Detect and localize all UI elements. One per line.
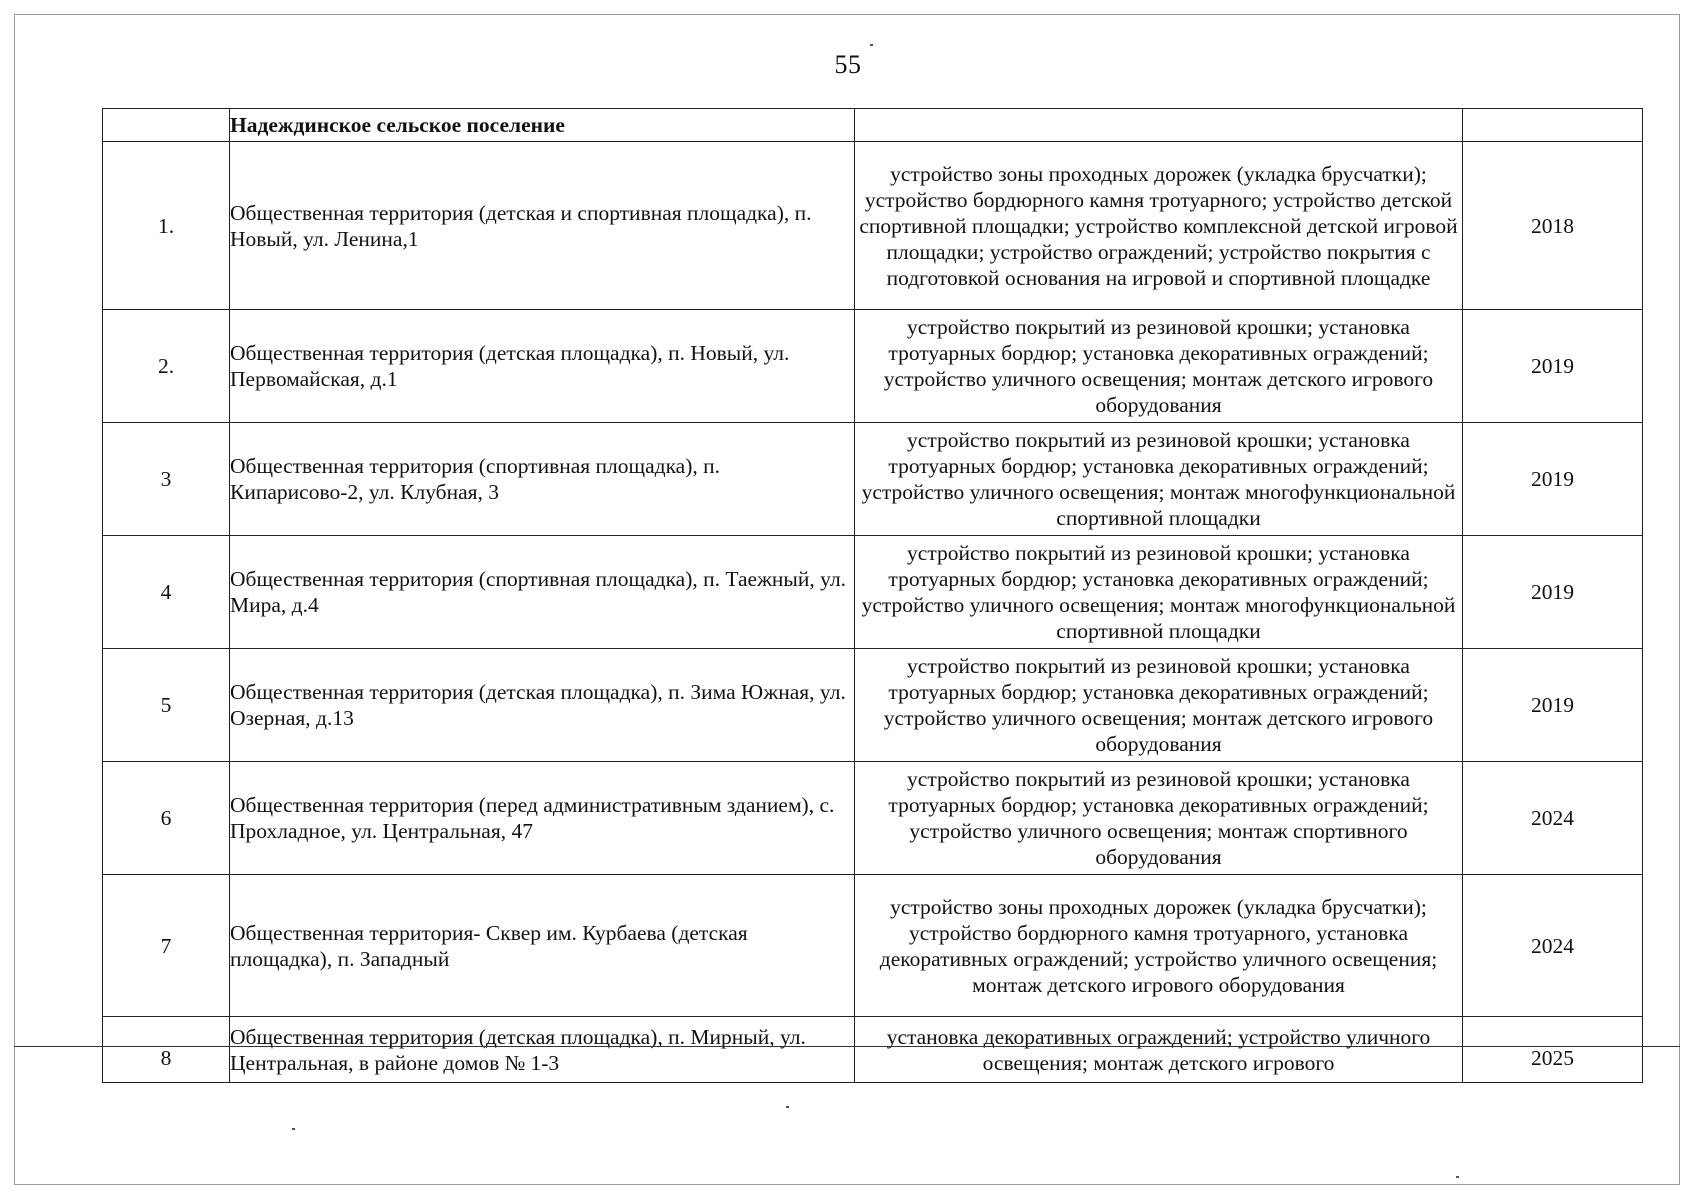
row-number: 3: [103, 423, 230, 536]
territories-table: [102, 108, 1643, 1083]
scan-speck: [786, 1106, 789, 1108]
scan-speck: [292, 1128, 295, 1130]
row-number: 6: [103, 762, 230, 875]
year: 2024: [1463, 762, 1643, 875]
year: 2019: [1463, 536, 1643, 649]
year: 2025: [1463, 1017, 1643, 1083]
territory-name: Общественная территория (детская площадка), п. Мирный, ул. Центральная, в районе домов № 1-3: [230, 1017, 855, 1083]
header-year-cell: [1463, 109, 1643, 142]
row-number: 4: [103, 536, 230, 649]
table-row: [103, 423, 1643, 536]
year: 2019: [1463, 310, 1643, 423]
works-description: установка декоративных ограждений; устройство уличного освещения; монтаж детского игрового: [855, 1017, 1463, 1083]
year: 2019: [1463, 649, 1643, 762]
row-number: 2.: [103, 310, 230, 423]
table-row: [103, 875, 1643, 1017]
scan-speck: [1456, 1176, 1459, 1178]
header-works-cell: [855, 109, 1463, 142]
works-description: устройство покрытий из резиновой крошки; установка тротуарных бордюр; установка декоративных ограждений; устройство уличного освещения; монтаж многофункциональной спортивной площадки: [855, 536, 1463, 649]
works-description: устройство зоны проходных дорожек (укладка брусчатки); устройство бордюрного камня тротуарного, установка декоративных ограждений; устройство уличного освещения; монтаж детского игрового оборудования: [855, 875, 1463, 1017]
works-description: устройство покрытий из резиновой крошки; установка тротуарных бордюр; установка декоративных ограждений; устройство уличного освещения; монтаж спортивного оборудования: [855, 762, 1463, 875]
year: 2019: [1463, 423, 1643, 536]
table-row: [103, 649, 1643, 762]
territory-name: Общественная территория (детская и спортивная площадка), п. Новый, ул. Ленина,1: [230, 142, 855, 310]
table-row: [103, 1017, 1643, 1083]
page-number: 55: [834, 50, 862, 79]
territory-name: Общественная территория (детская площадка), п. Зима Южная, ул. Озерная, д.13: [230, 649, 855, 762]
territory-name: Общественная территория (спортивная площадка), п. Кипарисово-2, ул. Клубная, 3: [230, 423, 855, 536]
year: 2024: [1463, 875, 1643, 1017]
territory-name: Общественная территория (детская площадка), п. Новый, ул. Первомайская, д.1: [230, 310, 855, 423]
row-number: 8: [103, 1017, 230, 1083]
horizontal-rule: [14, 1046, 1680, 1047]
header-num-cell: [103, 109, 230, 142]
section-title: Надеждинское сельское поселение: [230, 109, 855, 142]
row-number: 5: [103, 649, 230, 762]
territory-name: Общественная территория- Сквер им. Курбаева (детская площадка), п. Западный: [230, 875, 855, 1017]
year: 2018: [1463, 142, 1643, 310]
row-number: 1.: [103, 142, 230, 310]
table-row: [103, 762, 1643, 875]
territory-name: Общественная территория (спортивная площадка), п. Таежный, ул. Мира, д.4: [230, 536, 855, 649]
row-number: 7: [103, 875, 230, 1017]
table-row: [103, 536, 1643, 649]
section-header-row: [103, 109, 1643, 142]
works-description: устройство зоны проходных дорожек (укладка брусчатки); устройство бордюрного камня тротуарного; устройство детской спортивной площадки; устройство комплексной детской игровой площадки; устройство ограждений; устройство покрытия с подготовкой основания на игровой и спортивной площадке: [855, 142, 1463, 310]
works-description: устройство покрытий из резиновой крошки; установка тротуарных бордюр; установка декоративных ограждений; устройство уличного освещения; монтаж детского игрового оборудования: [855, 310, 1463, 423]
territory-name: Общественная территория (перед административным зданием), с. Прохладное, ул. Центральная, 47: [230, 762, 855, 875]
table-row: [103, 142, 1643, 310]
works-description: устройство покрытий из резиновой крошки; установка тротуарных бордюр; установка декоративных ограждений; устройство уличного освещения; монтаж детского игрового оборудования: [855, 649, 1463, 762]
works-description: устройство покрытий из резиновой крошки; установка тротуарных бордюр; установка декоративных ограждений; устройство уличного освещения; монтаж многофункциональной спортивной площадки: [855, 423, 1463, 536]
table-row: [103, 310, 1643, 423]
scan-speck: [870, 44, 873, 46]
